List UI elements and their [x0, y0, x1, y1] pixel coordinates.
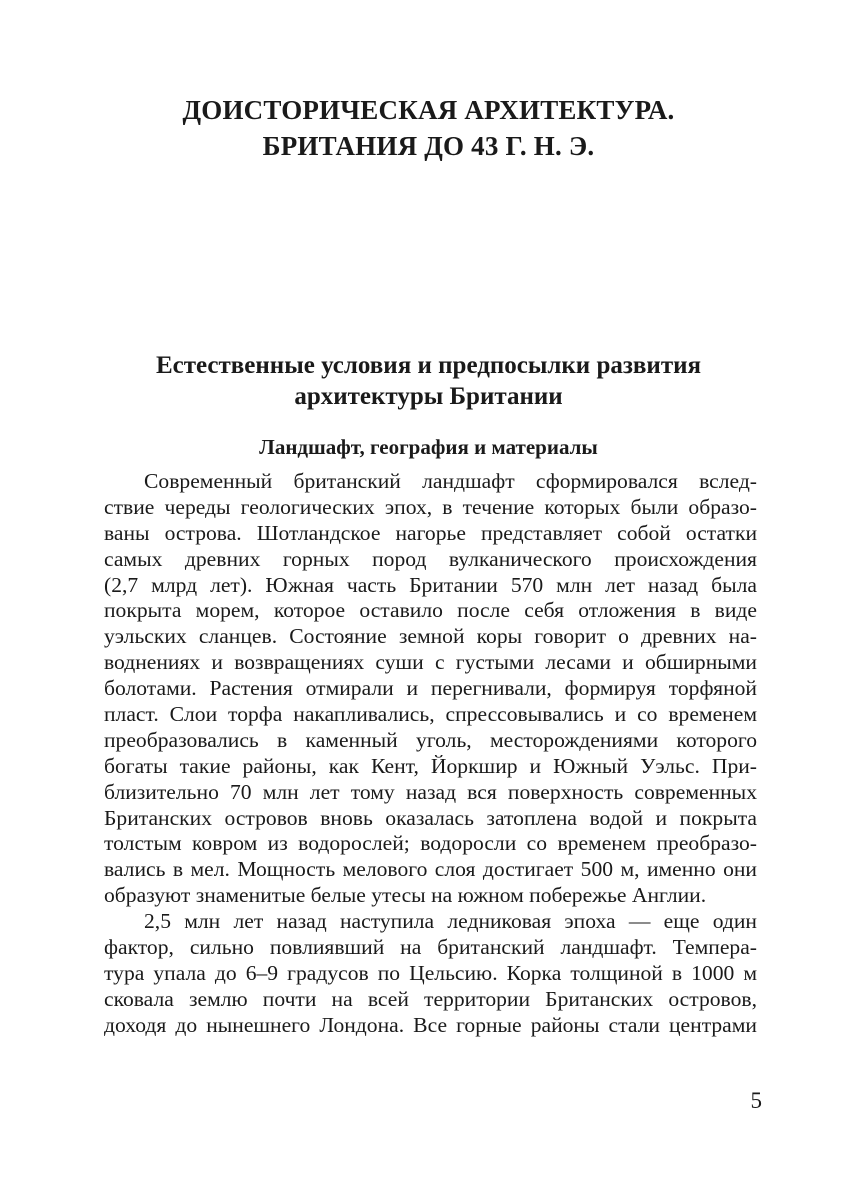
text-line: ваны острова. Шотландское нагорье представляет собой остатки	[104, 520, 757, 545]
chapter-title	[0, 92, 857, 164]
text-line: преобразовались в каменный уголь, месторождениями которого	[104, 727, 757, 752]
text-line: сковала землю почти на всей территории Британских островов,	[104, 986, 757, 1011]
text-line: самых древних горных пород вулканического происхождения	[104, 546, 757, 571]
page-number: 5	[750, 1088, 762, 1113]
text-line: 2,5 млн лет назад наступила ледниковая эпоха — еще один	[144, 909, 757, 934]
text-line: болотами. Растения отмирали и перегнивали, формируя торфяной	[104, 676, 757, 701]
text-line: образуют знаменитые белые утесы на южном побережье Англии.	[104, 883, 707, 908]
text-line: доходя до нынешнего Лондона. Все горные районы стали центрами	[104, 1012, 757, 1037]
text-line: толстым ковром из водорослей; водоросли со временем преобразо-	[104, 831, 757, 856]
chapter-title-line-1: ДОИСТОРИЧЕСКАЯ АРХИТЕКТУРА.	[182, 95, 675, 125]
section-title	[0, 350, 857, 412]
section-title-line-2: архитектуры Британии	[294, 383, 563, 410]
text-line: пласт. Слои торфа накапливались, спрессовывались и со временем	[104, 702, 757, 727]
text-line: ствие череды геологических эпох, в течение которых были образо-	[104, 494, 757, 519]
text-line: воднениях и возвращениях суши с густыми лесами и обширными	[104, 650, 757, 675]
subsection-title: Ландшафт, география и материалы	[259, 435, 598, 459]
section-title-line-1: Естественные условия и предпосылки развития	[155, 352, 702, 379]
text-line: Современный британский ландшафт сформировался вслед-	[144, 469, 757, 493]
text-line: (2,7 млрд лет). Южная часть Британии 570 млн лет назад была	[104, 572, 757, 597]
text-line: уэльских сланцев. Состояние земной коры говорит о древних на-	[104, 624, 757, 649]
text-line: тура упала до 6–9 градусов по Цельсию. Корка толщиной в 1000 м	[104, 960, 757, 985]
chapter-title-line-2: БРИТАНИЯ ДО 43 Г. Н. Э.	[262, 131, 595, 161]
text-line: богаты такие районы, как Кент, Йоркшир и Южный Уэльс. При-	[104, 753, 757, 778]
text-line: фактор, сильно повлиявший на британский ландшафт. Темпера-	[104, 935, 757, 960]
text-line: вались в мел. Мощность мелового слоя достигает 500 м, именно они	[104, 857, 757, 882]
text-line: Британских островов вновь оказалась затоплена водой и покрыта	[104, 805, 757, 830]
text-line: покрыта морем, которое оставило после себя отложения в виде	[104, 598, 757, 623]
text-line: близительно 70 млн лет тому назад вся поверхность современных	[104, 779, 757, 804]
body-text	[104, 469, 757, 1039]
